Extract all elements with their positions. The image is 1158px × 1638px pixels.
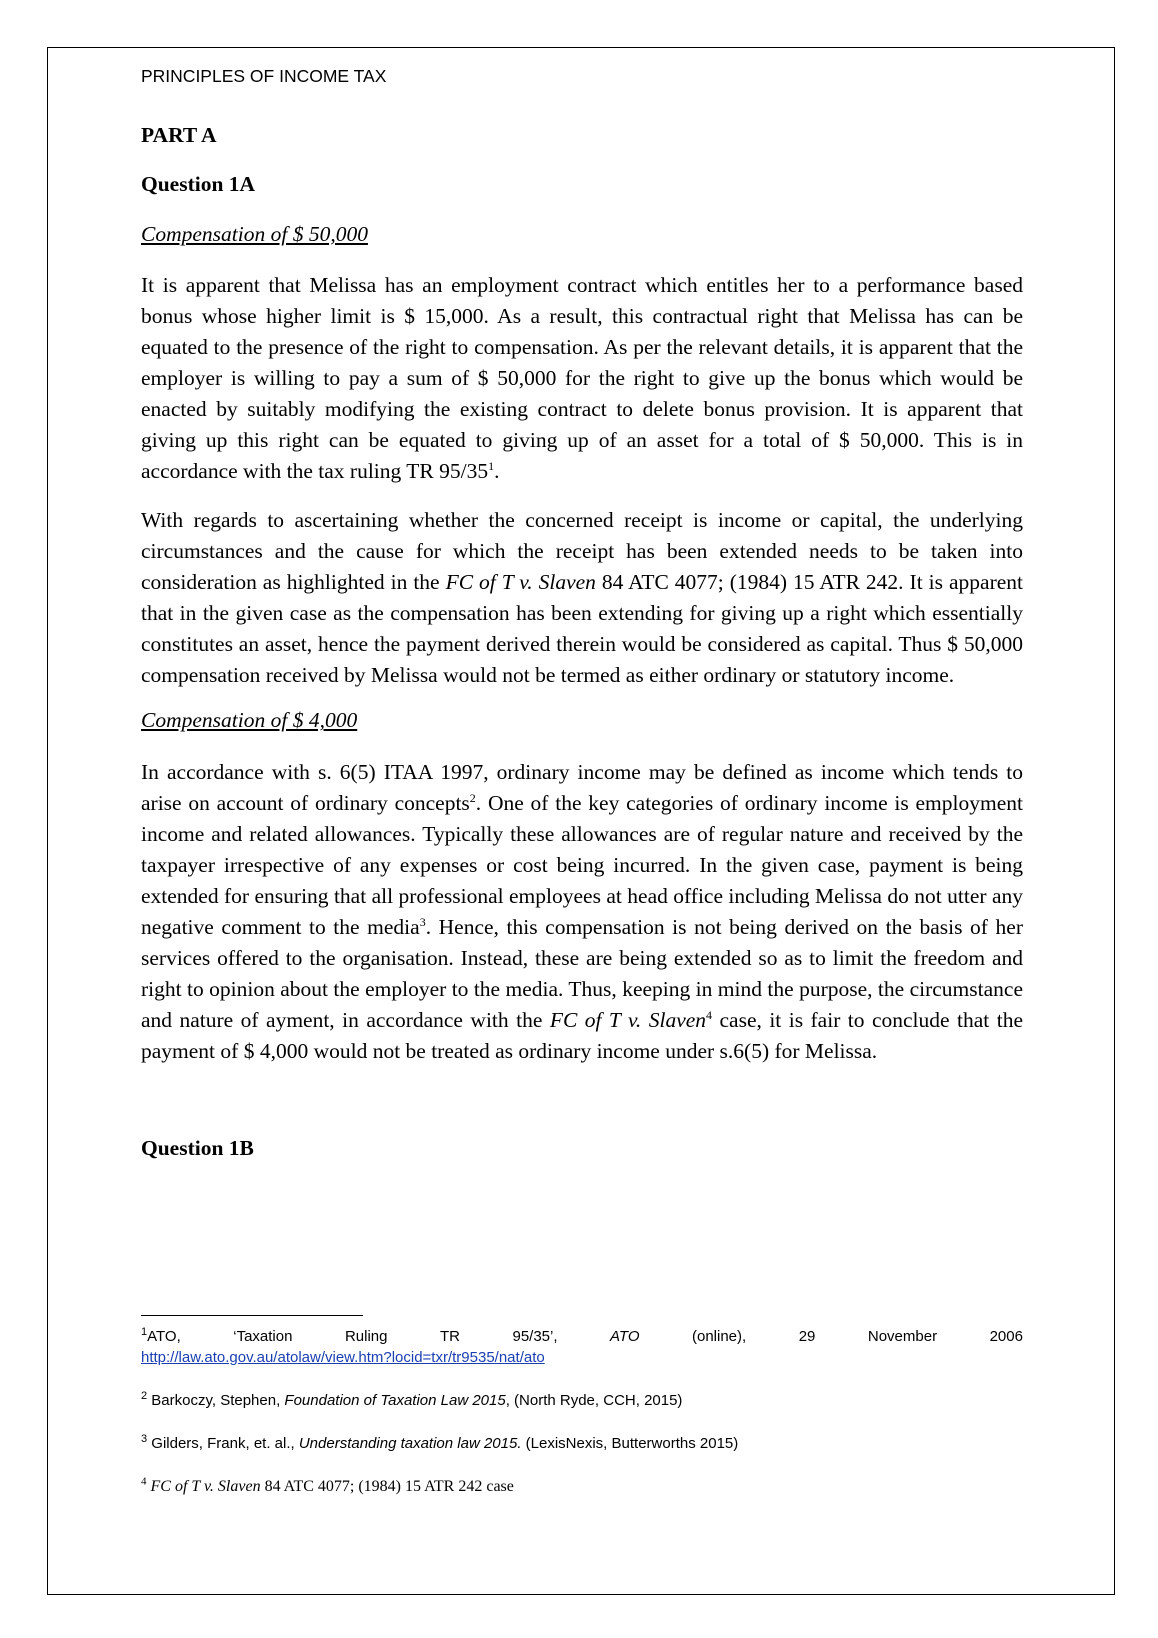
question-1b-heading: Question 1B	[141, 1136, 254, 1161]
paragraph-2-after: 84 ATC 4077; (1984) 15 ATR 242. It is apparent that in the given case as the compensation has been extending for giving up a right which essentially constitutes an asset, hence the payment derived therein would be considered as capital. Thus $ 50,000 compensation received by Melissa would not be termed as either ordinary or statutory income.	[141, 570, 1023, 688]
footnote-3-title: Understanding taxation law 2015.	[298, 1435, 522, 1452]
compensation-50000-subheading: Compensation of $ 50,000	[141, 221, 368, 246]
case-name-2: FC of T v. Slaven	[549, 1008, 707, 1033]
footnote-3-author: Gilders, Frank, et. al.,	[147, 1435, 299, 1452]
footnote-1-link[interactable]: http://law.ato.gov.au/atolaw/view.htm?locid=txr/tr9535/nat/ato	[141, 1349, 545, 1366]
paragraph-2	[141, 505, 1023, 691]
footnote-1-word: ATO	[610, 1328, 640, 1345]
footnote-ref-2: 2	[469, 790, 476, 805]
footnote-1-word: TR	[439, 1328, 460, 1345]
footnotes	[141, 1326, 1023, 1519]
footnote-3	[141, 1433, 1023, 1454]
footnote-1-word: 29	[798, 1328, 816, 1345]
footnote-ref-1: 1	[488, 459, 495, 474]
paragraph-2-before: With regards to ascertaining whether the concerned receipt is income or capital, the underlying circumstances and the cause for which the receipt has been extended needs to be taken into consideration as highlighted in the	[141, 508, 1023, 595]
footnote-1-word: 95/35’,	[512, 1328, 558, 1345]
paragraph-3-c: . Hence, this compensation is not being derived on the basis of her services offered to the organisation. Instead, these are being extended so as to limit the freedom and right to opinion about the employer to the media. Thus, keeping in mind the purpose, the circumstance and nature of ayment, in accordance with the	[141, 915, 1023, 1033]
footnote-separator	[141, 1315, 363, 1316]
footnote-ref-3: 3	[419, 914, 426, 929]
paragraph-1	[141, 270, 1023, 487]
paragraph-3	[141, 757, 1023, 1067]
paragraph-1-end: .	[494, 459, 500, 484]
compensation-4000-subheading: Compensation of $ 4,000	[141, 708, 358, 733]
paragraph-1-text: It is apparent that Melissa has an employment contract which entitles her to a performance based bonus whose higher limit is $ 15,000. As a result, this contractual right that Melissa has can be equated to the presence of the right to compensation. As per the relevant details, it is apparent that the employer is willing to pay a sum of $ 50,000 for the right to give up the bonus which would be enacted by suitably modifying the existing contract to delete bonus provision. It is apparent that giving up this right can be equated to giving up of an asset for a total of $ 50,000. This is in accordance with the tax ruling TR 95/35	[141, 273, 1023, 484]
footnote-2-title: Foundation of Taxation Law 2015	[284, 1392, 506, 1409]
footnote-1-word: ‘Taxation	[233, 1328, 293, 1345]
footnote-2	[141, 1390, 1023, 1411]
footnote-4-citation: 84 ATC 4077; (1984) 15 ATR 242 case	[260, 1478, 514, 1495]
footnote-2-author: Barkoczy, Stephen,	[147, 1392, 285, 1409]
part-a-heading: PART A	[141, 122, 217, 147]
document-body	[141, 68, 1023, 1161]
paragraph-3-b: . One of the key categories of ordinary income is employment income and related allowances. Typically these allowances are of regular nature and received by the taxpayer irrespective of any expenses or cost being incurred. In the given case, payment is being extended for ensuring that all professional employees at head office including Melissa do not utter any negative comment to the media	[141, 791, 1023, 940]
running-header: PRINCIPLES OF INCOME TAX	[141, 66, 387, 86]
footnote-3-publisher: (LexisNexis, Butterworths 2015)	[521, 1435, 739, 1452]
footnote-1-word: 2006	[989, 1328, 1023, 1345]
question-1a-heading: Question 1A	[141, 172, 256, 197]
footnote-1-word: Ruling	[344, 1328, 388, 1345]
footnote-1-word: ATO,	[147, 1328, 181, 1345]
footnote-4	[141, 1476, 1023, 1497]
footnote-3-number: 3	[141, 1433, 148, 1445]
paragraph-3-d: case, it is fair to conclude that the payment of $ 4,000 would not be treated as ordinary income under s.6(5) for Melissa.	[141, 1008, 1023, 1064]
case-name: FC of T v. Slaven	[445, 570, 596, 595]
footnote-1-word: November	[867, 1328, 938, 1345]
footnote-1-number: 1	[141, 1326, 148, 1338]
footnote-4-number: 4	[141, 1475, 147, 1488]
paragraph-3-a: In accordance with s. 6(5) ITAA 1997, ordinary income may be defined as income which tends to arise on account of ordinary concepts	[141, 760, 1023, 816]
footnote-1-word: (online),	[691, 1328, 747, 1345]
section-spacer	[141, 1085, 1023, 1137]
footnote-2-number: 2	[141, 1390, 148, 1402]
footnote-ref-4: 4	[706, 1007, 713, 1022]
footnote-1-line	[141, 1326, 1023, 1347]
footnote-4-case: FC of T v. Slaven	[150, 1478, 261, 1495]
footnote-1	[141, 1326, 1023, 1368]
footnote-2-publisher: , (North Ryde, CCH, 2015)	[505, 1392, 683, 1409]
